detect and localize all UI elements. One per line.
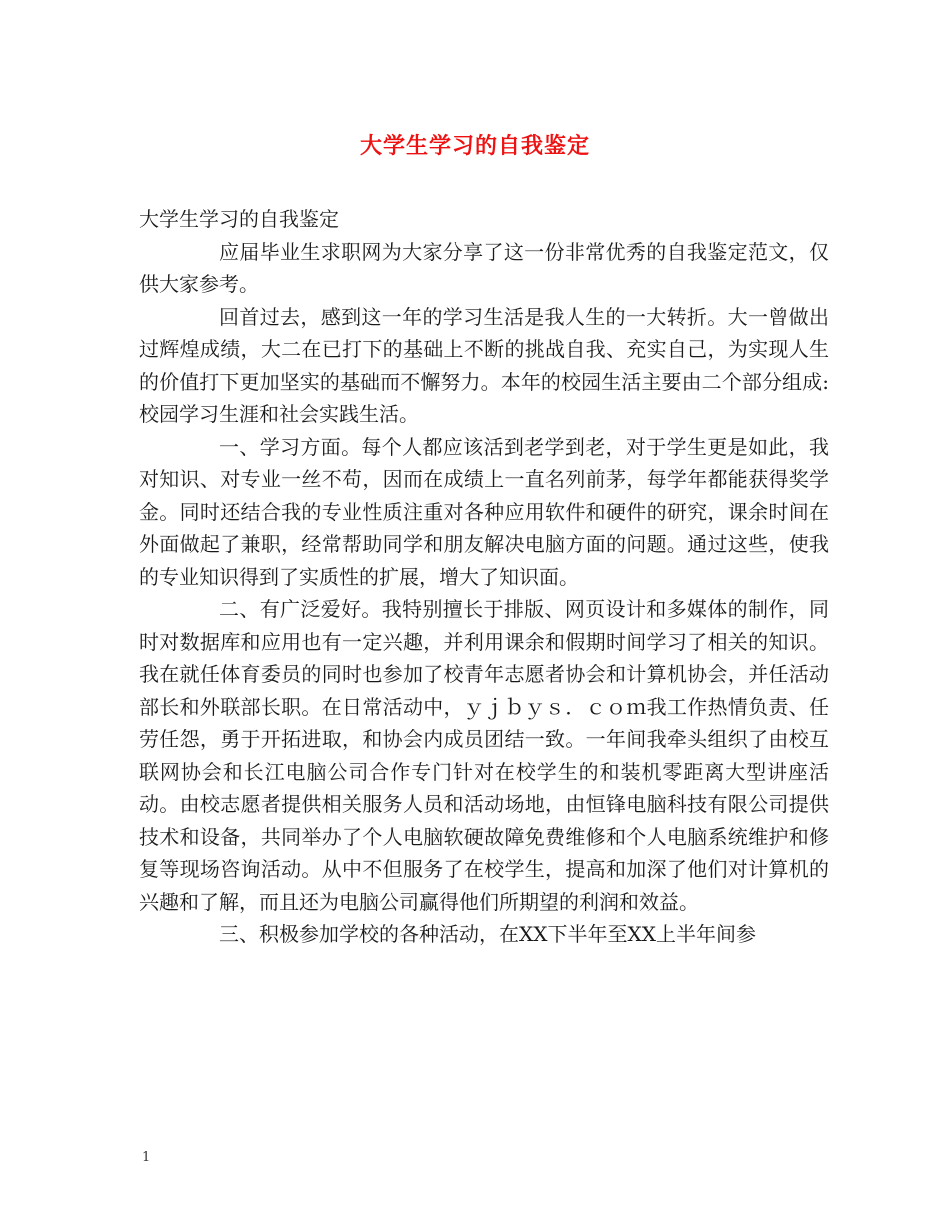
paragraph-subtitle: 大学生学习的自我鉴定 (139, 207, 339, 231)
paragraph-activities: 三、积极参加学校的各种活动，在XX下半年至XX上半年间参 (219, 922, 756, 946)
paragraph-intro: 应届毕业生求职网为大家分享了这一份非常优秀的自我鉴定范文，仅供大家参考。 (139, 239, 829, 296)
paragraph-hobbies: 二、有广泛爱好。我特别擅长于排版、网页设计和多媒体的制作，同时对数据库和应用也有一定兴趣，并利用课余和假期时间学习了相关的知识。我在就任体育委员的同时也参加了校青年志愿者协会和计算机协会，并任活动部长和外联部长职。在日常活动中，ｙｊｂｙｓ．ｃｏｍ我工作热情负责、任劳任怨，勇于开拓进取，和协会内成员团结一致。一年间我牵头组织了由校互联网协会和长江电脑公司合作专门针对在校学生的和装机零距离大型讲座活动。由校志愿者提供相关服务人员和活动场地，由恒锋电脑科技有限公司提供技术和设备，共同举办了个人电脑软硬故障免费维修和个人电脑系统维护和修复等现场咨询活动。从中不但服务了在校学生，提高和加深了他们对计算机的兴趣和了解，而且还为电脑公司赢得他们所期望的利润和效益。 (139, 597, 829, 914)
paragraph-study: 一、学习方面。每个人都应该活到老学到老，对于学生更是如此，我对知识、对专业一丝不苟，因而在成绩上一直名列前茅，每学年都能获得奖学金。同时还结合我的专业性质注重对各种应用软件和硬件的研究，课余时间在外面做起了兼职，经常帮助同学和朋友解决电脑方面的问题。通过这些，使我的专业知识得到了实质性的扩展，增大了知识面。 (139, 434, 829, 589)
document-title: 大学生学习的自我鉴定 (359, 134, 590, 159)
paragraph-review: 回首过去，感到这一年的学习生活是我人生的一大转折。大一曾做出过辉煌成绩，大二在已打下的基础上不断的挑战自我、充实自己，为实现人生的价值打下更加坚实的基础而不懈努力。本年的校园生活主要由二个部分组成:校园学习生涯和社会实践生活。 (139, 304, 829, 426)
page-number: 1 (142, 1150, 151, 1165)
document-body (139, 203, 829, 951)
